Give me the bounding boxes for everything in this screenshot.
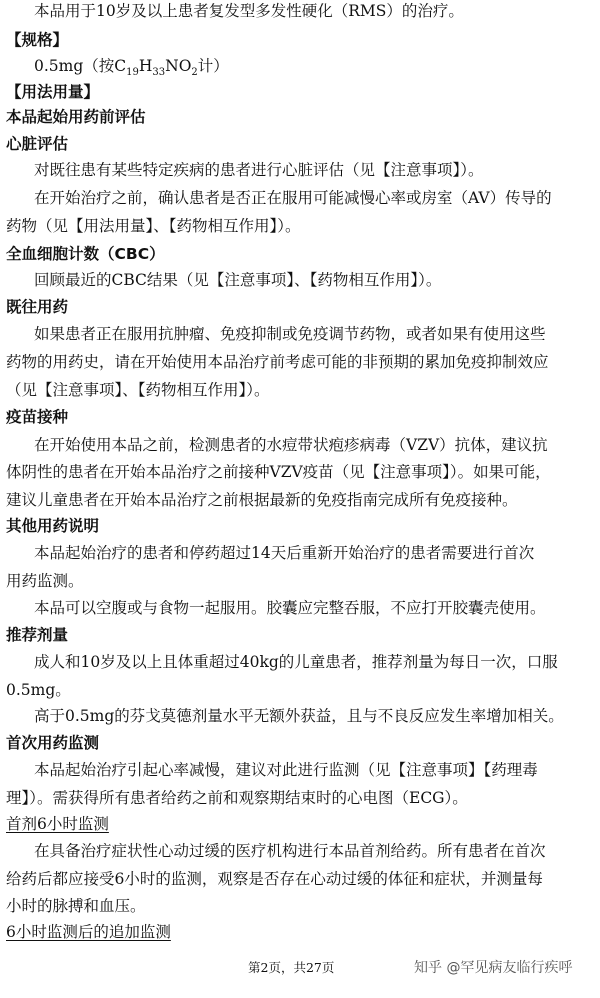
paragraph-line: 在开始治疗之前，确认患者是否正在服用可能减慢心率或房室（AV）传导的 [34,189,552,207]
page-number: 第2页，共27页 [248,960,335,975]
paragraph-line: 回顾最近的CBC结果（见【注意事项】、【药物相互作用】）。 [34,271,442,289]
watermark: 知乎 @罕见病友临行疾呼 [414,960,573,976]
subheading-prior-meds: 既往用药 [6,298,69,316]
paragraph-line: （见【注意事项】、【药物相互作用】）。 [6,381,270,399]
underlined-heading-after-6h: 6小时监测后的追加监测 [6,923,171,941]
page-footer [0,956,600,980]
subheading-cbc: 全血细胞计数（CBC） [6,245,165,263]
subheading-cardiac: 心脏评估 [6,135,69,153]
underlined-heading-6h: 首剂6小时监测 [6,815,109,833]
paragraph-line: 0.5mg。 [6,681,71,699]
subheading-vaccination: 疫苗接种 [6,408,69,426]
paragraph-line: 对既往患有某些特定疾病的患者进行心脏评估（见【注意事项】）。 [34,161,484,179]
paragraph-line: 在具备治疗症状性心动过缓的医疗机构进行本品首剂给药。所有患者在首次 [34,842,546,860]
subheading-first-dose-monitoring: 首次用药监测 [6,734,100,752]
paragraph-line: 建议儿童患者在开始本品治疗之前根据最新的免疫指南完成所有免疫接种。 [6,491,518,509]
section-heading-dosage: 【用法用量】 [6,83,100,101]
paragraph-line: 在开始使用本品之前，检测患者的水痘带状疱疹病毒（VZV）抗体，建议抗 [34,436,548,454]
paragraph-line: 本品可以空腹或与食物一起服用。胶囊应完整吞服，不应打开胶囊壳使用。 [34,599,546,617]
paragraph-line: 体阴性的患者在开始本品治疗之前接种VZV疫苗（见【注意事项】）。如果可能， [6,463,551,481]
paragraph-line: 药物的用药史，请在开始使用本品治疗前考虑可能的非预期的累加免疫抑制效应 [6,353,549,371]
paragraph-line: 本品起始治疗的患者和停药超过14天后重新开始治疗的患者需要进行首次 [34,544,535,562]
subheading-pre-eval: 本品起始用药前评估 [6,108,146,126]
subheading-recommended-dose: 推荐剂量 [6,626,69,644]
spec-value: 0.5mg（按$C_{19}H_{33}NO_2$计） [34,57,229,79]
intro-line: 本品用于10岁及以上患者复发型多发性硬化（RMS）的治疗。 [34,2,464,20]
subheading-other: 其他用药说明 [6,517,100,535]
paragraph-line: 药物（见【用法用量】、【药物相互作用】）。 [6,217,301,235]
paragraph-line: 成人和10岁及以上且体重超过40kg的儿童患者，推荐剂量为每日一次，口服 [34,653,558,671]
section-heading-spec: 【规格】 [6,31,69,49]
paragraph-line: 本品起始治疗引起心率减慢，建议对此进行监测（见【注意事项】【药理毒 [34,761,538,779]
paragraph-line: 理】）。需获得所有患者给药之前和观察期结束时的心电图（ECG）。 [6,789,468,807]
paragraph-line: 给药后都应接受6小时的监测，观察是否存在心动过缓的体征和症状，并测量每 [6,870,543,888]
paragraph-line: 用药监测。 [6,572,84,590]
paragraph-line: 小时的脉搏和血压。 [6,897,146,915]
paragraph-line: 高于0.5mg的芬戈莫德剂量水平无额外获益，且与不良反应发生率增加相关。 [34,707,564,725]
paragraph-line: 如果患者正在服用抗肿瘤、免疫抑制或免疫调节药物，或者如果有使用这些 [34,325,546,343]
